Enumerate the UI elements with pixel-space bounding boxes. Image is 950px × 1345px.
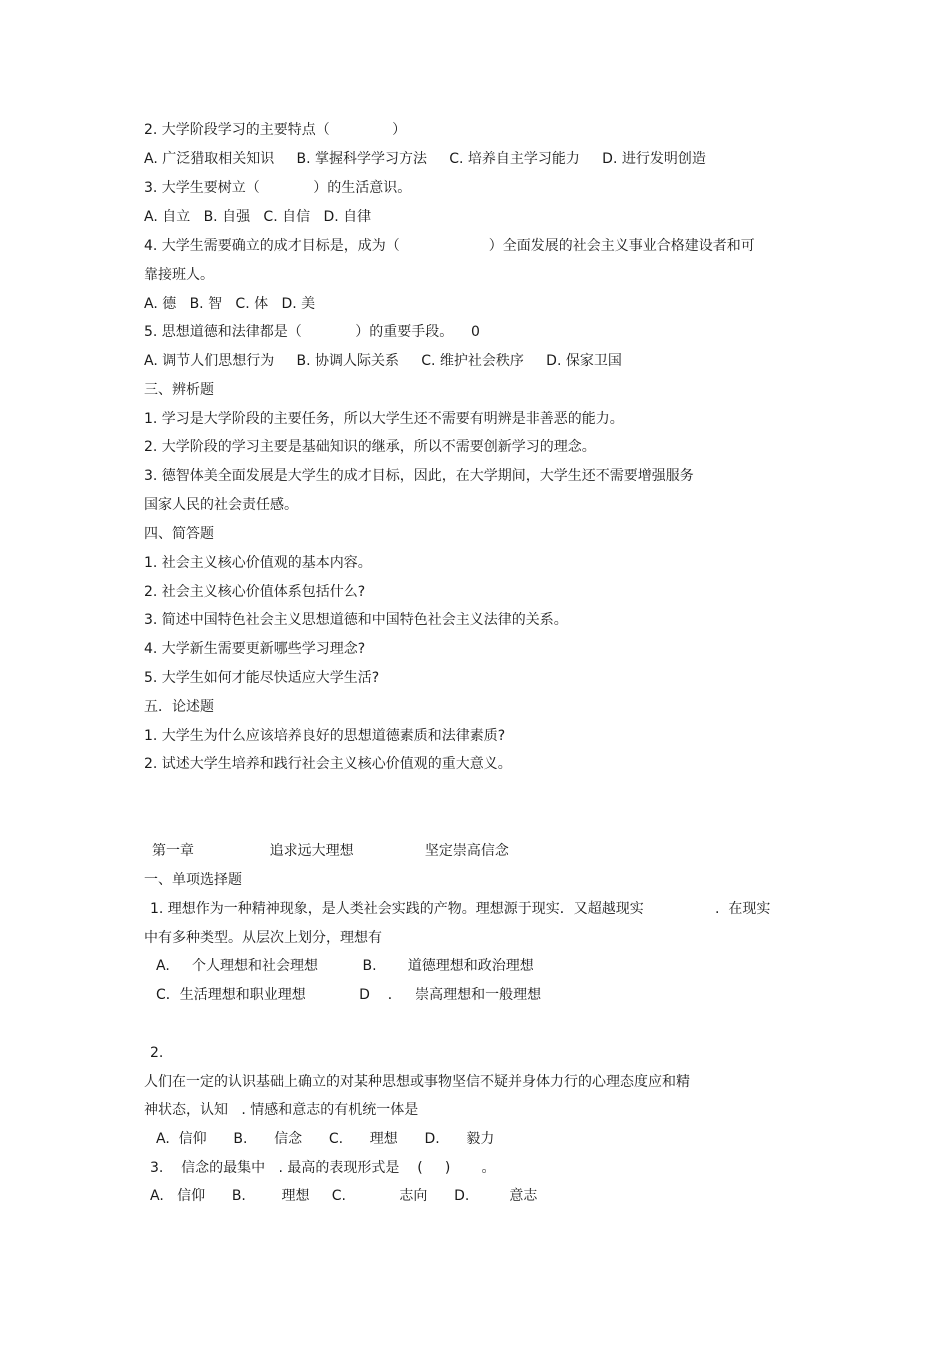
options-5: A. 调节人们思想行为 B. 协调人际关系 C. 维护社会秩序 D. 保家卫国 — [144, 353, 622, 369]
ch1-options-1-cd: C．生活理想和职业理想 D ． 崇高理想和一般理想 — [156, 987, 542, 1003]
options-3: A. 自立 B. 自强 C. 自信 D. 自律 — [144, 209, 372, 225]
section-heading-1: 一、单项选择题 — [144, 872, 242, 888]
ch1-question-1: 1. 理想作为一种精神现象，是人类社会实践的产物。理想源于现实．又超越现实 . 在现实 — [150, 901, 771, 917]
question-5: 5. 思想道德和法律都是（ ）的重要手段。 0 — [144, 324, 480, 340]
question-3: 3. 大学生要树立（ ）的生活意识。 — [144, 180, 412, 196]
options-4: A. 德 B. 智 C. 体 D. 美 — [144, 296, 316, 312]
analysis-2: 2. 大学阶段的学习主要是基础知识的继承，所以不需要创新学习的理念。 — [144, 439, 596, 455]
essay-1: 1. 大学生为什么应该培养良好的思想道德素质和法律素质? — [144, 728, 506, 744]
ch1-options-1-ab: A. 个人理想和社会理想 B. 道德理想和政治理想 — [156, 958, 534, 974]
ch1-question-1-continued: 中有多种类型。从层次上划分，理想有 — [144, 930, 382, 946]
analysis-3: 3. 德智体美全面发展是大学生的成才目标，因此，在大学期间，大学生还不需要增强服务 — [144, 468, 694, 484]
section-heading-4: 四、简答题 — [144, 526, 214, 542]
essay-2: 2. 试述大学生培养和践行社会主义核心价值观的重大意义。 — [144, 756, 512, 772]
analysis-1: 1. 学习是大学阶段的主要任务，所以大学生还不需要有明辨是非善恶的能力。 — [144, 411, 624, 427]
analysis-3-continued: 国家人民的社会责任感。 — [144, 497, 298, 513]
chapter-title: 第一章 追求远大理想 坚定崇高信念 — [152, 843, 509, 859]
section-heading-5: 五．论述题 — [144, 699, 214, 715]
short-answer-2: 2. 社会主义核心价值体系包括什么? — [144, 584, 366, 600]
question-4: 4. 大学生需要确立的成才目标是，成为（ ）全面发展的社会主义事业合格建设者和可 — [144, 238, 755, 254]
ch1-options-3: A. 信仰 B. 理想 C. 志向 D. 意志 — [150, 1188, 538, 1204]
short-answer-3: 3. 简述中国特色社会主义思想道德和中国特色社会主义法律的关系。 — [144, 612, 568, 628]
short-answer-5: 5. 大学生如何才能尽快适应大学生活? — [144, 670, 380, 686]
ch1-question-2: 人们在一定的认识基础上确立的对某种思想或事物坚信不疑并身体力行的心理态度应和精 — [144, 1074, 690, 1090]
options-2: A. 广泛猎取相关知识 B. 掌握科学学习方法 C. 培养自主学习能力 D. 进行发明创造 — [144, 151, 706, 167]
short-answer-4: 4. 大学新生需要更新哪些学习理念? — [144, 641, 366, 657]
ch1-options-2: A. 信仰 B. 信念 C. 理想 D. 毅力 — [156, 1131, 495, 1147]
ch1-question-3: 3. 信念的最集中 . 最高的表现形式是 ( ) 。 — [150, 1160, 496, 1176]
ch1-question-2-number: 2. — [150, 1045, 164, 1061]
question-2: 2. 大学阶段学习的主要特点（ ） — [144, 122, 407, 138]
ch1-question-2-continued: 神状态，认知 . 情感和意志的有机统一体是 — [144, 1102, 419, 1118]
section-heading-3: 三、辨析题 — [144, 382, 214, 398]
question-4-continued: 靠接班人。 — [144, 267, 214, 283]
short-answer-1: 1. 社会主义核心价值观的基本内容。 — [144, 555, 372, 571]
